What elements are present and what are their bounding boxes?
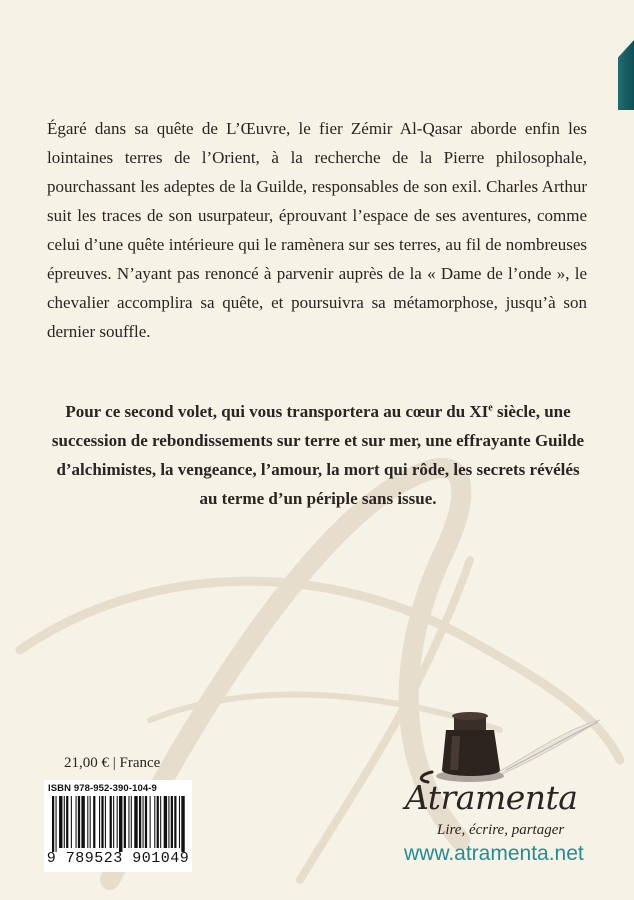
barcode-bar xyxy=(128,796,129,848)
barcode-bar xyxy=(56,796,57,852)
isbn-label: ISBN 978-952-390-104-9 xyxy=(48,783,157,794)
summary-paragraph: Égaré dans sa quête de L’Œuvre, le fier Zémir Al-Qasar aborde enfin les lointaines terres de l’Orient, à la recherche de la Pierre philosophale, pourchassant les adeptes de la Guilde, responsables de son exil. Charles Arthur suit les traces de son usurpateur, éprouvant l’espace de ses aventures, comme celui d’une quête intérieure qui le ramènera sur ses terres, au fil de nombreuses épreuves. N’ayant pas renoncé à parvenir auprès de la « Dame de l’onde », le chevalier accomplira sa quête, et poursuivra sa métamorphose, jusqu’à son dernier souffle. xyxy=(47,119,587,341)
barcode-bar xyxy=(157,796,159,848)
barcode-bar xyxy=(139,796,141,848)
barcode-bar xyxy=(143,796,144,848)
barcode-bar xyxy=(117,796,118,848)
barcode-bar xyxy=(90,796,91,848)
barcode-bar xyxy=(113,796,114,848)
isbn-barcode xyxy=(44,780,192,872)
barcode-bar xyxy=(110,796,112,848)
highlight-text-start: Pour ce second volet, qui vous transportera au cœur du XI xyxy=(65,402,489,421)
century-superscript: e xyxy=(488,402,493,414)
publisher-tagline: Lire, écrire, partager xyxy=(437,822,565,838)
barcode-bar xyxy=(93,796,95,848)
barcode-bar xyxy=(99,796,100,848)
highlight-text-end: siècle, une succession de rebondissements sur terre et sur mer, une effrayante Guilde d’alchimistes, la vengeance, l’amour, la mort qui rôde, les secrets révélés au terme d’un périple sans issue. xyxy=(51,402,585,508)
barcode-bars xyxy=(52,796,186,852)
barcode-bar xyxy=(119,796,122,852)
barcode-bar xyxy=(150,796,151,848)
highlight-paragraph xyxy=(50,397,586,513)
barcode-bar xyxy=(105,796,106,848)
barcode-bar xyxy=(64,796,65,848)
barcode-bar xyxy=(101,796,103,848)
barcode-bar xyxy=(174,796,176,848)
barcode-bar xyxy=(164,796,167,848)
barcode-bar xyxy=(131,796,132,848)
barcode-bar xyxy=(76,796,77,848)
publisher-name: Atramenta xyxy=(405,778,578,817)
barcode-bar xyxy=(87,796,88,848)
barcode-bar xyxy=(66,796,68,848)
price-label: 21,00 € | France xyxy=(64,755,161,771)
barcode-bar xyxy=(154,796,155,848)
barcode-bar xyxy=(168,796,169,848)
publisher-website-link[interactable]: www.atramenta.net xyxy=(404,842,584,865)
barcode-bar xyxy=(134,796,137,848)
inkwell-quill-icon xyxy=(402,690,602,790)
barcode-bar xyxy=(160,796,161,848)
barcode-bar xyxy=(171,796,173,848)
barcode-bar xyxy=(59,796,62,848)
barcode-bar xyxy=(145,796,147,848)
barcode-bar xyxy=(181,796,184,852)
barcode-bar xyxy=(179,796,180,848)
barcode-bar xyxy=(78,796,80,848)
barcode-digits: 9 789523 901049 xyxy=(46,850,190,867)
barcode-bar xyxy=(81,796,84,848)
barcode-bar xyxy=(52,796,54,852)
barcode-bar xyxy=(124,796,126,848)
barcode-bar xyxy=(71,796,72,848)
